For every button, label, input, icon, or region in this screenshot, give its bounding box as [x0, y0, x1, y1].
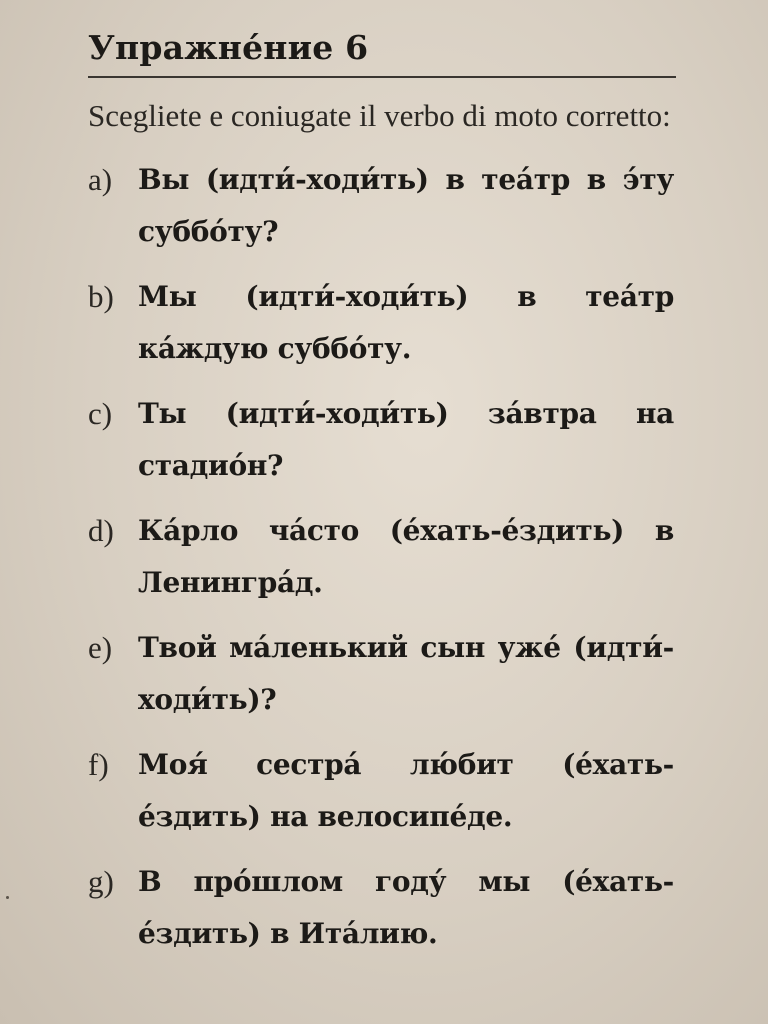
exercise-item-g [88, 856, 688, 960]
item-letter: b) [88, 279, 114, 314]
item-letter: c) [88, 396, 113, 431]
exercise-page [88, 26, 688, 973]
item-text: Ты (идти́-ходи́ть) за́втра на стадио́н? [138, 397, 674, 482]
item-letter: a) [88, 162, 113, 197]
item-text: Моя́ сестра́ лю́бит (е́хать-е́здить) на велосипе́де. [138, 748, 674, 833]
exercise-item-d [88, 505, 688, 609]
exercise-item-c [88, 388, 688, 492]
item-text: Ка́рло ча́сто (е́хать-е́здить) в Ленингра́д. [138, 514, 674, 599]
title-divider [88, 76, 676, 78]
item-text: Мы (идти́-ходи́ть) в теа́тр ка́ждую суббо́ту. [138, 280, 674, 365]
item-text: Вы (идти́-ходи́ть) в теа́тр в э́ту суббо́ту? [138, 163, 674, 248]
exercise-item-e [88, 622, 688, 726]
item-letter: d) [88, 513, 114, 548]
item-letter: f) [88, 747, 109, 782]
item-text: В про́шлом году́ мы (е́хать-е́здить) в Ита́лию. [138, 865, 674, 950]
exercise-instruction: Scegliete e coniugate il verbo di moto corretto: [88, 98, 671, 133]
exercise-item-f [88, 739, 688, 843]
exercise-title: Упражне́ние 6 [88, 28, 369, 67]
item-text: Твой ма́ленький сын уже́ (идти́-ходи́ть)? [138, 631, 674, 716]
exercise-item-a [88, 154, 688, 258]
item-letter: g) [88, 864, 114, 899]
paper-speck [6, 896, 9, 899]
exercise-item-b [88, 271, 688, 375]
item-letter: e) [88, 630, 113, 665]
exercise-list [88, 154, 688, 960]
